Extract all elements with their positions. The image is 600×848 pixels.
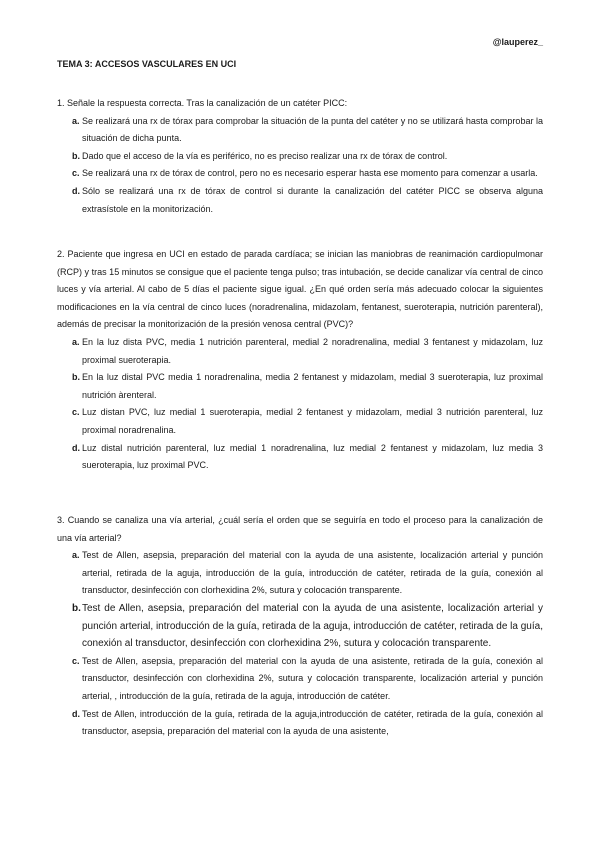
option-c	[57, 404, 543, 439]
option-d	[57, 706, 543, 741]
option-text: Test de Allen, introducción de la guía, retirada de la aguja,introducción de catéter, retirada de la guía, conexión al transductor, asepsia, preparación del material con la ayuda de una asistente,	[82, 708, 543, 737]
option-b	[57, 369, 543, 404]
option-letter: b.	[72, 602, 81, 614]
document-title: TEMA 3: ACCESOS VASCULARES EN UCI	[57, 59, 237, 69]
option-letter: c.	[72, 655, 80, 666]
option-text: Luz distan PVC, luz medial 1 sueroterapia, medial 2 fentanest y midazolam, medial 3 nutrición parenteral, luz proximal noradrenalina.	[82, 407, 543, 435]
question-1	[57, 95, 543, 218]
option-c	[57, 653, 543, 706]
option-letter: d.	[72, 708, 80, 719]
option-a	[57, 113, 543, 148]
question-2	[57, 246, 543, 475]
option-letter: d.	[72, 185, 80, 196]
option-text: Se realizará una rx de tórax para comprobar la situación de la punta del catéter y no se utilizará hasta comprobar la situación de dicha punta.	[82, 115, 543, 144]
option-letter: c.	[72, 407, 80, 418]
option-c	[57, 165, 543, 183]
question-3	[57, 512, 543, 741]
options-list	[57, 113, 543, 219]
option-text: Sólo se realizará una rx de tórax de control si durante la canalización del catéter PICC se observa alguna extrasístole en la monitorización.	[82, 185, 543, 214]
option-letter: c.	[72, 168, 80, 179]
option-letter: b.	[72, 372, 80, 383]
option-d	[57, 183, 543, 218]
option-b	[57, 148, 543, 166]
author-handle: @lauperez_	[492, 37, 543, 47]
option-letter: a.	[72, 115, 80, 126]
option-text: Test de Allen, asepsia, preparación del material con la ayuda de una asistente, localización arterial y punción arterial, introducción de la guía, retirada de la aguja, introducción de catéter, retirada de la guía, conexión al transductor, desinfección con clorhexidina 2%, sutura y colocación transparente.	[82, 602, 543, 650]
option-letter: a.	[72, 550, 80, 561]
question-stem: 2. Paciente que ingresa en UCI en estado de parada cardíaca; se inician las maniobras de reanimación cardiopulmonar (RCP) y tras 15 minutos se consigue que el paciente tenga pulso; tras intubación, se decide canalizar vía central de cinco luces y vía arterial. Al cabo de 5 días el paciente sigue igual. ¿En qué orden sería más adecuado colocar la siguientes modificaciones en la vía central de cinco luces (noradrenalina, midazolam, fentanest, sueroterapia, nutrición parenteral), además de precisar la monitorización de la presión venosa central (PVC)?	[57, 249, 543, 330]
option-text: Dado que el acceso de la vía es periférico, no es preciso realizar una rx de tórax de control.	[82, 150, 448, 161]
option-d	[57, 440, 543, 475]
option-text: En la luz distal PVC media 1 noradrenalina, media 2 fentanest y midazolam, medial 3 sueroterapia, luz proximal nutrición àrenteral.	[82, 372, 543, 400]
option-a	[57, 547, 543, 600]
option-text: Test de Allen, asepsia, preparación del material con la ayuda de una asistente, retirada de la guía, conexión al transductor, desinfección con clorhexidina 2%, sutura y colocación transparente, localización arterial y punción arterial, , introducción de la guía, retirada de la aguja, introducción de catéter.	[82, 655, 543, 701]
options-list	[57, 547, 543, 741]
option-text: Test de Allen, asepsia, preparación del material con la ayuda de una asistente, localización arterial y punción arterial, retirada de la aguja, introducción de la guía, introducción de catéter, retirada de la guía, conexión al transductor, desinfección con clorhexidina 2%, sutura y colocación transparente.	[82, 550, 543, 596]
question-stem: 1. Señale la respuesta correcta. Tras la canalización de un catéter PICC:	[57, 98, 348, 108]
options-list	[57, 334, 543, 475]
option-text: En la luz dista PVC, media 1 nutrición parenteral, medial 2 noradrenalina, medial 3 fentanest y midazolam, luz proximal sueroterapia.	[82, 336, 543, 365]
question-stem: 3. Cuando se canaliza una vía arterial, ¿cuál sería el orden que se seguiría en todo el proceso para la canalización de una vía arterial?	[57, 515, 543, 543]
option-letter: b.	[72, 150, 80, 161]
option-b	[57, 600, 543, 653]
option-text: Se realizará una rx de tórax de control, pero no es necesario esperar hasta ese momento para comenzar a usarla.	[82, 168, 538, 179]
option-letter: d.	[72, 442, 80, 453]
option-letter: a.	[72, 336, 80, 347]
option-text: Luz distal nutrición parenteral, luz medial 1 noradrenalina, luz medial 2 fentanest y midazolam, luz media 3 sueroterapia, luz proximal PVC.	[82, 442, 543, 471]
option-a	[57, 334, 543, 369]
